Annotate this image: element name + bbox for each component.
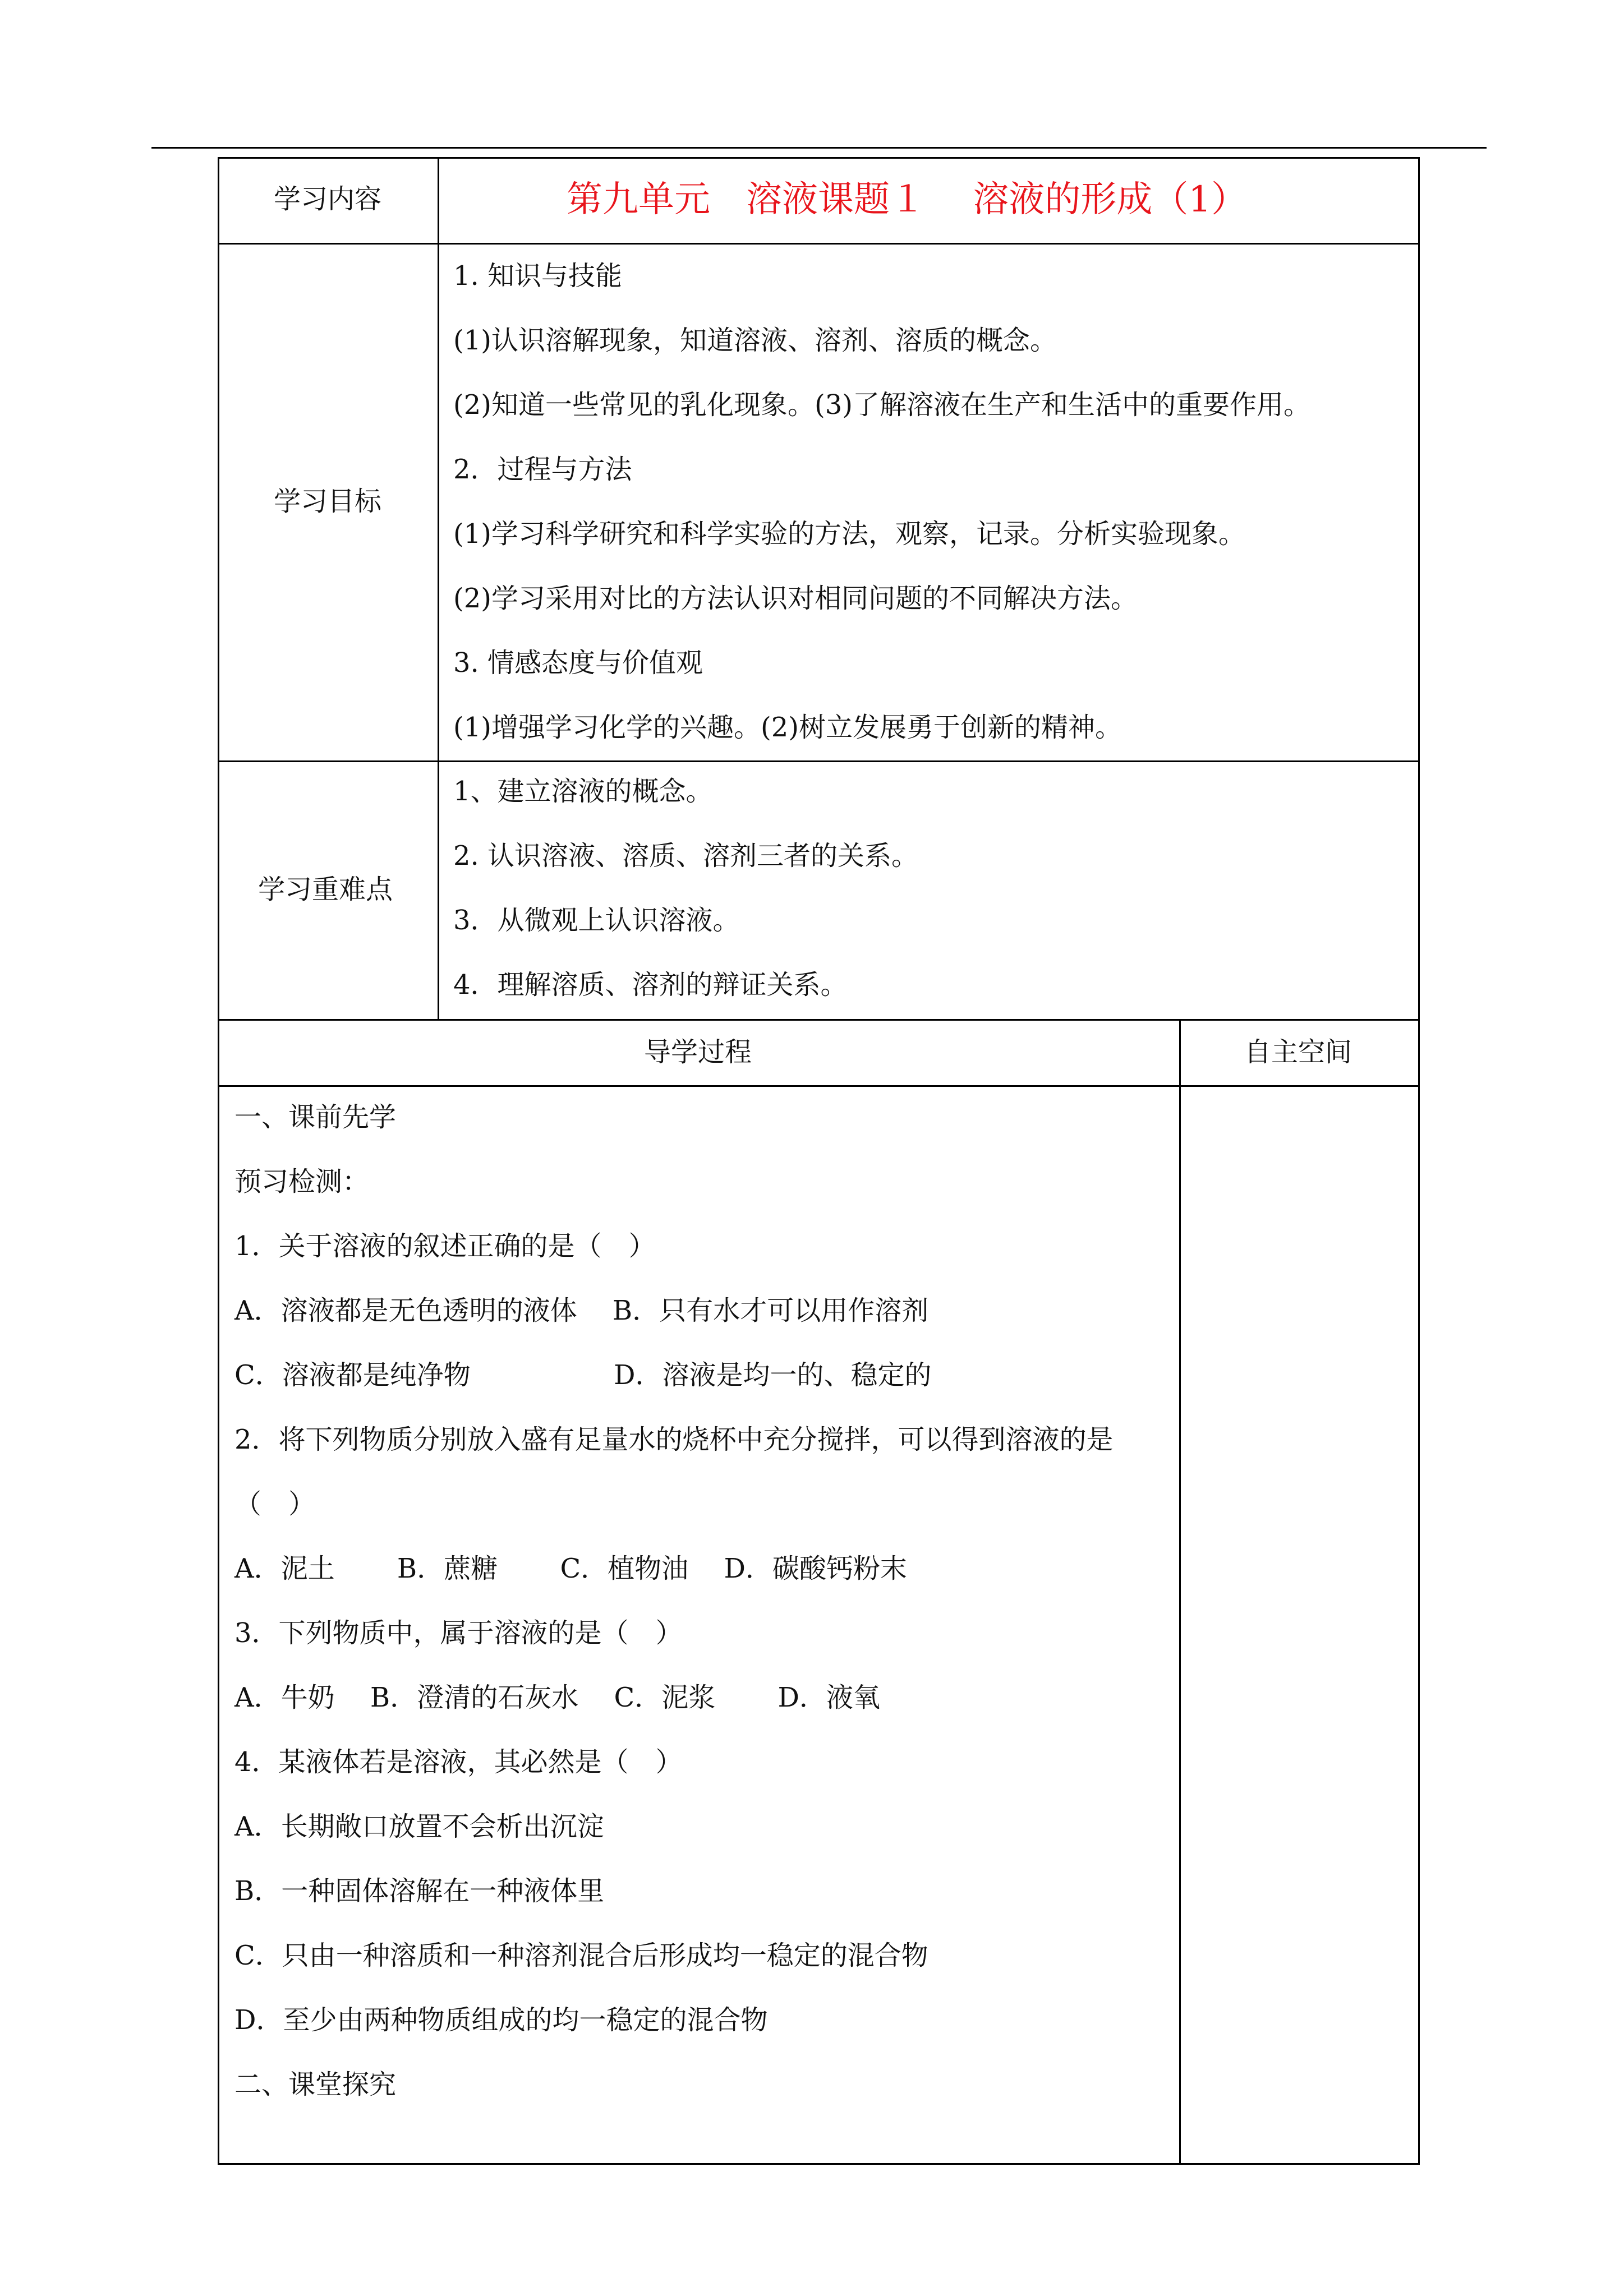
objective-line: (1)认识溶解现象，知道溶液、溶剂、溶质的概念。 xyxy=(453,325,1057,356)
process-line: A．溶液都是无色透明的液体 B．只有水才可以用作溶剂 xyxy=(234,1295,929,1326)
objective-line: 3. 情感态度与价值观 xyxy=(453,647,703,679)
page-header-rule xyxy=(151,147,1487,149)
table-border-bottom xyxy=(218,2163,1420,2165)
content-label: 学习内容 xyxy=(274,183,382,215)
process-line: C．只由一种溶质和一种溶剂混合后形成均一稳定的混合物 xyxy=(234,1940,928,1971)
table-border-right xyxy=(1418,157,1420,2165)
process-line: （ ） xyxy=(234,1488,316,1520)
process-line: B．一种固体溶解在一种液体里 xyxy=(234,1875,605,1907)
objectives-label: 学习目标 xyxy=(274,486,382,517)
process-line: A．泥土 B．蔗糖 C．植物油 D．碳酸钙粉末 xyxy=(234,1553,907,1584)
objective-line: 1. 知识与技能 xyxy=(453,260,623,292)
process-header: 导学过程 xyxy=(644,1036,752,1068)
process-line: A．长期敞口放置不会析出沉淀 xyxy=(234,1811,604,1842)
objective-line: (1)增强学习化学的兴趣。(2)树立发展勇于创新的精神。 xyxy=(453,712,1122,743)
process-line: 2．将下列物质分别放入盛有足量水的烧杯中充分搅拌，可以得到溶液的是 xyxy=(234,1424,1114,1455)
process-line: 4．某液体若是溶液，其必然是（ ） xyxy=(234,1746,683,1778)
key-point-line: 2. 认识溶液、溶质、溶剂三者的关系。 xyxy=(453,840,919,872)
objective-line: (1)学习科学研究和科学实验的方法，观察，记录。分析实验现象。 xyxy=(453,518,1245,550)
key-point-line: 4．理解溶质、溶剂的辩证关系。 xyxy=(453,969,848,1001)
objective-line: (2)学习采用对比的方法认识对相同问题的不同解决方法。 xyxy=(453,583,1138,614)
process-line: 一、课前先学 xyxy=(234,1101,397,1133)
objective-line: 2．过程与方法 xyxy=(453,454,632,485)
key-point-line: 1、建立溶液的概念。 xyxy=(453,776,713,807)
row-divider-3 xyxy=(218,1019,1420,1021)
process-line: D．至少由两种物质组成的均一稳定的混合物 xyxy=(234,2004,768,2036)
process-line: 1．关于溶液的叙述正确的是（ ） xyxy=(234,1230,656,1262)
table-border-top xyxy=(218,157,1420,159)
process-line: 3．下列物质中，属于溶液的是（ ） xyxy=(234,1617,683,1649)
row-divider-4 xyxy=(218,1085,1420,1087)
label-column-divider xyxy=(438,157,439,1019)
row-divider-2 xyxy=(218,760,1420,762)
process-line: 预习检测： xyxy=(234,1166,370,1197)
key-point-line: 3．从微观上认识溶液。 xyxy=(453,905,740,936)
table-border-left xyxy=(218,157,219,2165)
process-line: C．溶液都是纯净物 D．溶液是均一的、稳定的 xyxy=(234,1359,932,1391)
key-points-label: 学习重难点 xyxy=(258,874,393,905)
row-divider-1 xyxy=(218,243,1420,245)
objective-line: (2)知道一些常见的乳化现象。(3)了解溶液在生产和生活中的重要作用。 xyxy=(453,389,1310,421)
process-line: A．牛奶 B．澄清的石灰水 C．泥浆 D．液氧 xyxy=(234,1682,880,1713)
page-title: 第九单元 溶液课题１ 溶液的形成（1） xyxy=(567,179,1248,220)
self-study-space-header: 自主空间 xyxy=(1244,1036,1352,1068)
process-column-divider xyxy=(1179,1019,1181,2165)
process-line: 二、课堂探究 xyxy=(234,2069,397,2100)
